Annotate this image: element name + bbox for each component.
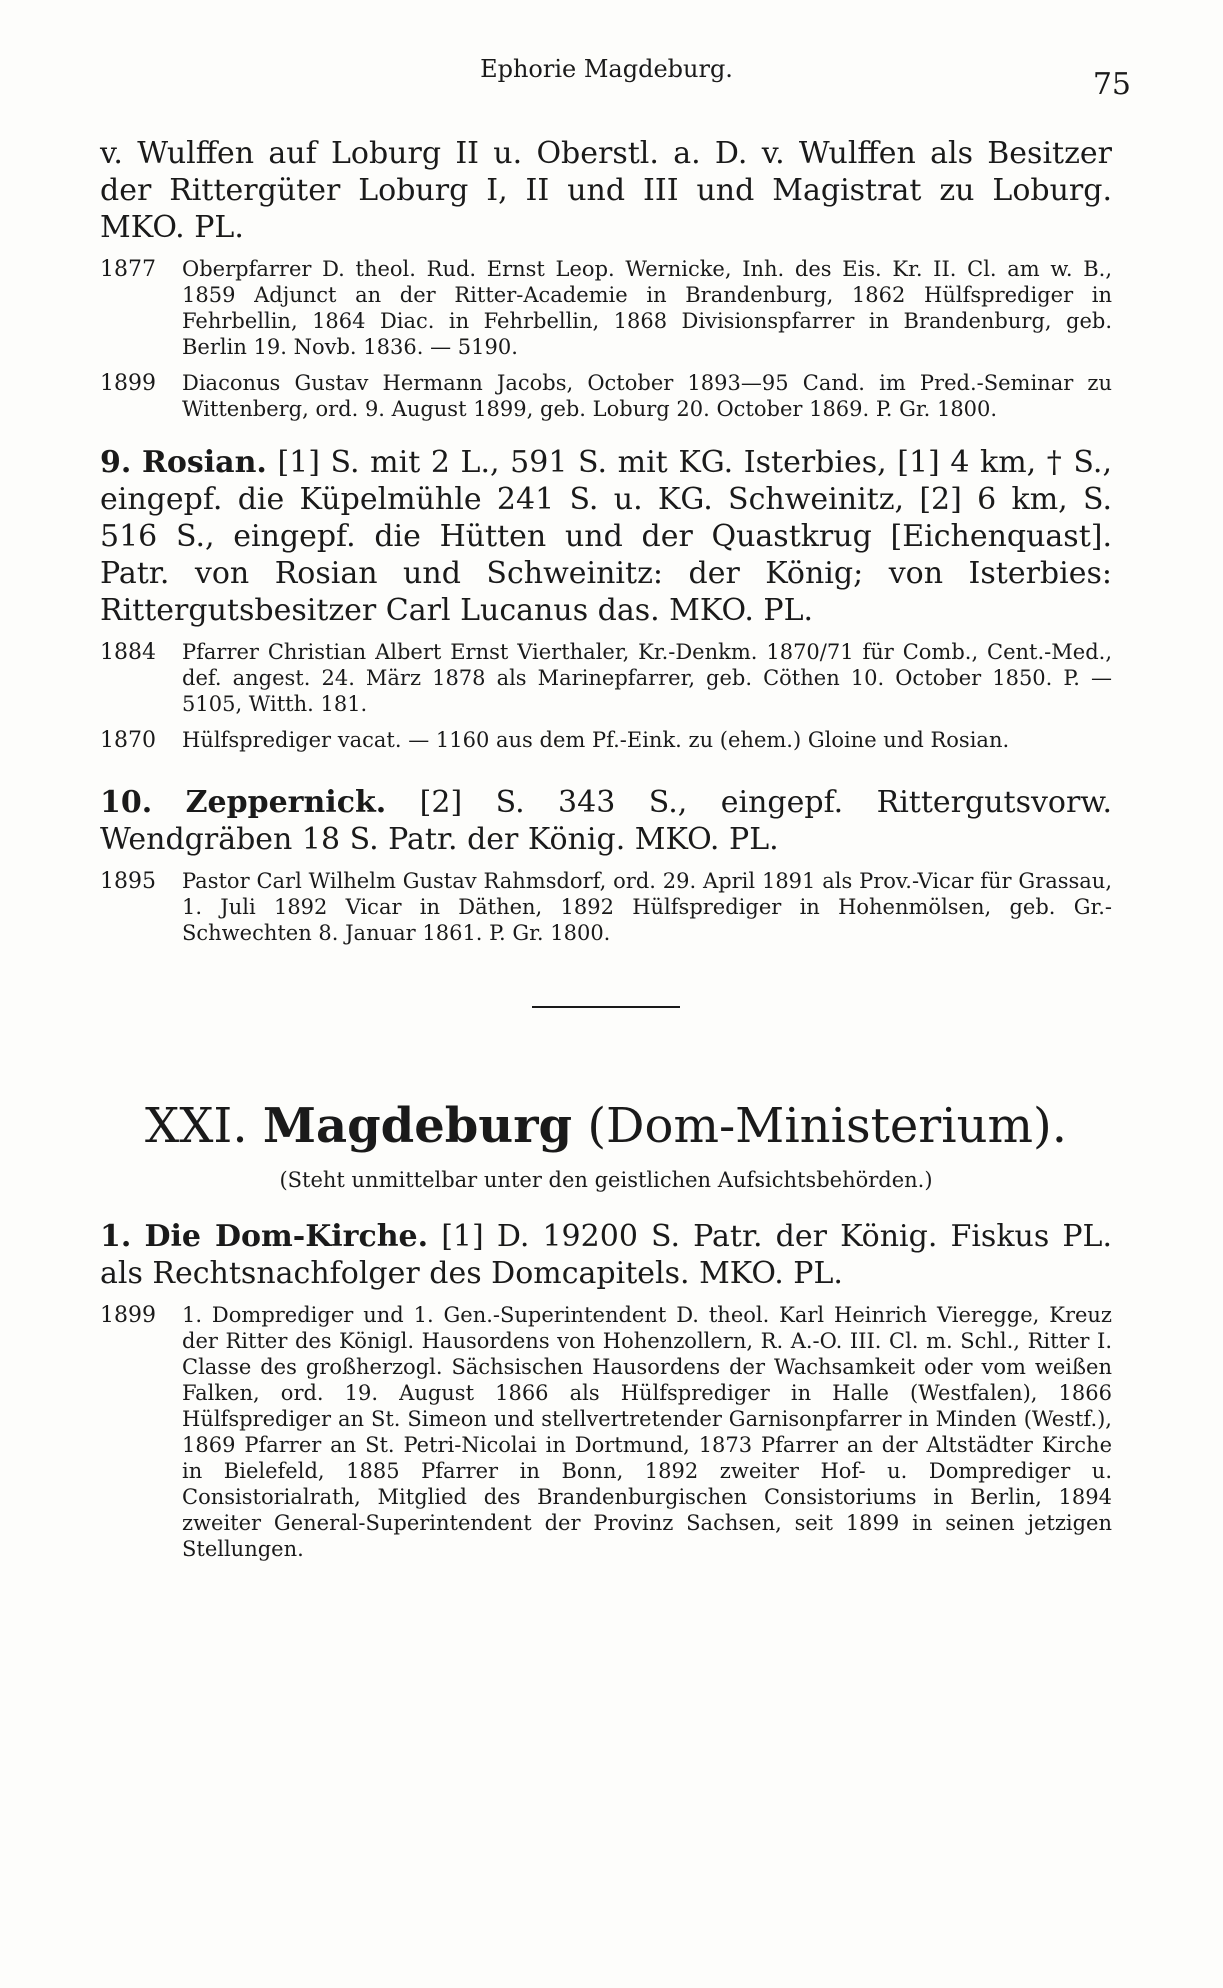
rosian-number: 9.	[100, 445, 132, 480]
entry-text: Pastor Carl Wilhelm Gustav Rahmsdorf, ord. 29. April 1891 als Prov.-Vicar für Grassau, 1. Juli 1892 Vicar in Däthen, 1892 Hülfsprediger in Hohenmölsen, geb. Gr.-Schwechten 8. Januar 1861. P. Gr. 1800.	[182, 869, 1112, 945]
loburg-paragraph: v. Wulffen auf Loburg II u. Oberstl. a. D. v. Wulffen als Besitzer der Rittergüter Loburg I, II und III und Magistrat zu Loburg. MKO. PL.	[100, 136, 1112, 245]
entry-1877	[100, 256, 1112, 360]
entry-year: 1870	[100, 728, 156, 753]
zeppernick-text: [2] S. 343 S., eingepf. Rittergutsvorw. Wendgräben 18 S. Patr. der König. MKO. PL.	[100, 785, 1112, 857]
entry-year: 1899	[100, 371, 156, 396]
domkirche-place: Die Dom-Kirche.	[144, 1219, 429, 1254]
zeppernick-number: 10.	[100, 785, 153, 820]
section-divider	[532, 1006, 680, 1008]
entry-year: 1877	[100, 257, 156, 282]
entry-1899-vieregge	[100, 1302, 1112, 1562]
entry-year: 1899	[100, 1303, 156, 1328]
rosian-place: Rosian.	[141, 445, 267, 480]
page-number: 75	[1092, 67, 1131, 102]
rosian-paragraph	[100, 444, 1112, 629]
entry-1899-jacobs	[100, 370, 1112, 422]
entry-text: 1. Domprediger und 1. Gen.-Superintendent D. theol. Karl Heinrich Vieregge, Kreuz der Ritter des Königl. Hausordens von Hohenzollern, R. A.-O. III. Cl. m. Schl., Ritter I. Classe des großherzogl. Sächsischen Hausordens der Wachsamkeit oder vom weißen Falken, ord. 19. August 1866 als Hülfsprediger in Halle (Westfalen), 1866 Hülfsprediger an St. Simeon und stellvertretender Garnisonpfarrer in Minden (Westf.), 1869 Pfarrer an St. Petri-Nicolai in Dortmund, 1873 Pfarrer an der Altstädter Kirche in Bielefeld, 1885 Pfarrer in Bonn, 1892 zweiter Hof- u. Domprediger u. Consistorialrath, Mitglied des Brandenburgischen Consistoriums in Berlin, 1894 zweiter General-Superintendent der Provinz Sachsen, seit 1899 in seinen jetzigen Stellungen.	[182, 1303, 1112, 1561]
zeppernick-paragraph	[100, 784, 1112, 858]
entry-1895	[100, 868, 1112, 946]
chapter-heading	[100, 1098, 1112, 1154]
entry-text: Diaconus Gustav Hermann Jacobs, October 1893—95 Cand. im Pred.-Seminar zu Wittenberg, ord. 9. August 1899, geb. Loburg 20. October 1869. P. Gr. 1800.	[182, 371, 1112, 421]
domkirche-number: 1.	[100, 1219, 132, 1254]
entry-year: 1884	[100, 640, 156, 665]
chapter-numeral: XXI.	[145, 1098, 248, 1154]
entry-1870	[100, 727, 1112, 754]
chapter-paren: (Dom-Ministerium).	[587, 1098, 1067, 1154]
domkirche-text: [1] D. 19200 S. Patr. der König. Fiskus PL. als Rechtsnachfolger des Domcapitels. MKO. PL.	[100, 1219, 1112, 1291]
running-head: Ephorie Magdeburg.	[480, 55, 733, 83]
entry-text: Pfarrer Christian Albert Ernst Vierthaler, Kr.-Denkm. 1870/71 für Comb., Cent.-Med., def. angest. 24. März 1878 als Marinepfarrer, geb. Cöthen 10. October 1850. P. — 5105, Witth. 181.	[182, 640, 1112, 716]
rosian-text: [1] S. mit 2 L., 591 S. mit KG. Isterbies, [1] 4 km, † S., eingepf. die Küpelmühle 241 S. u. KG. Schweinitz, [2] 6 km, S. 516 S., eingepf. die Hütten und der Quastkrug [Eichenquast]. Patr. von Rosian und Schweinitz: der König; von Isterbies: Rittergutsbesitzer Carl Lucanus das. MKO. PL.	[100, 445, 1112, 628]
entry-1884	[100, 639, 1112, 717]
entry-text: Oberpfarrer D. theol. Rud. Ernst Leop. Wernicke, Inh. des Eis. Kr. II. Cl. am w. B., 1859 Adjunct an der Ritter-Academie in Brandenburg, 1862 Hülfsprediger in Fehrbellin, 1864 Diac. in Fehrbellin, 1868 Divisionspfarrer in Brandenburg, geb. Berlin 19. Novb. 1836. — 5190.	[182, 257, 1112, 359]
chapter-note: (Steht unmittelbar unter den geistlichen Aufsichtsbehörden.)	[279, 1168, 933, 1192]
domkirche-paragraph	[100, 1218, 1112, 1292]
page-body	[100, 135, 1112, 1562]
entry-text: Hülfsprediger vacat. — 1160 aus dem Pf.-Eink. zu (ehem.) Gloine und Rosian.	[182, 728, 1010, 752]
entry-year: 1895	[100, 869, 156, 894]
zeppernick-place: Zeppernick.	[185, 785, 387, 820]
chapter-name: Magdeburg	[262, 1098, 573, 1154]
page-header	[100, 55, 1131, 105]
